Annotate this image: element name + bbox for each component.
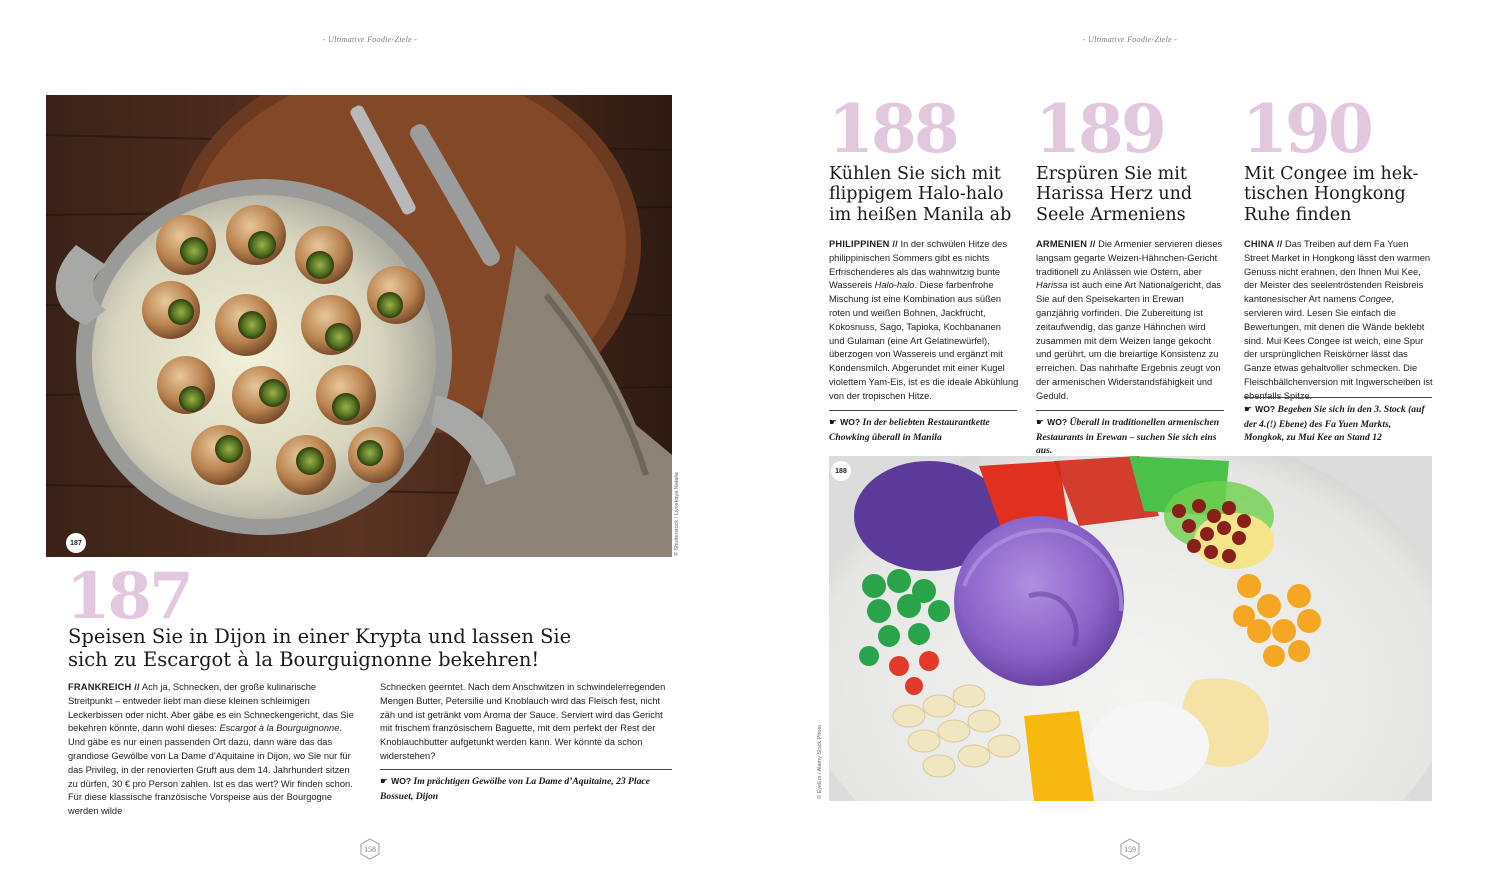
where-box: ☛ WO? In der beliebten Restaurantkette Chowking überall in Manila bbox=[829, 410, 1017, 444]
photo-number-badge: 188 bbox=[831, 461, 851, 481]
country-label: FRANKREICH // bbox=[68, 682, 140, 692]
page-number-left: 158 bbox=[359, 838, 381, 860]
entry-number: 189 bbox=[1035, 90, 1164, 168]
entry-number: 187 bbox=[66, 559, 191, 634]
photo-credit: © Shutterstock / Liyoskaya Natalia bbox=[674, 472, 680, 556]
country-label: ARMENIEN // bbox=[1036, 239, 1096, 249]
pointing-hand-icon: ☛ bbox=[380, 777, 389, 787]
entry-body: ARMENIEN // Die Armenier servieren dieses langsam gegarte Weizen-Hähnchen-Gericht traditionell zu Anlässen wie Ostern, aber Harissa ist auch eine Art Nationalgericht, das Sie auf den Speisekarten in Erewan ganzjährig vorfinden. Die Zubereitung ist zeitaufwendig, das ganze Hähnchen wird zusammen mit dem Weizen lange gekocht und gerührt, um die breiartige Konsistenz zu erreichen. Das nahrhafte Ergebnis zeugt von der armenischen Widerstandsfähigkeit und Geduld. bbox=[1036, 239, 1223, 401]
country-label: CHINA // bbox=[1244, 239, 1283, 249]
entry-number: 190 bbox=[1242, 90, 1371, 168]
entry-headline: Kühlen Sie sich mit flippigem Halo-halo im heißen Manila ab bbox=[829, 164, 1012, 225]
escargot-photo bbox=[46, 95, 672, 557]
entry-body: CHINA // Das Treiben auf dem Fa Yuen Street Market in Hongkong lässt den warmen Genuss nicht erahnen, den Ihnen Mui Kee, der Meister des seelentröstenden Reisbreis kantonesischer Art namens Congee, servieren wird. Lesen Sie einfach die Bewertungen, mit denen die Wände beklebt sind. Mui Kees Congee ist weich, eine Spur der ursprünglichen Reiskörner lässt das Ganze etwas gehaltvoller schmecken. Die Fleischbällchenversion mit Ingwerscheiben ist ebenfalls Spitze. bbox=[1244, 239, 1433, 401]
entry-headline: Speisen Sie in Dijon in einer Krypta und lassen Sie sich zu Escargot à la Bourguignonne bekehren! bbox=[68, 625, 572, 671]
pointing-hand-icon: ☛ bbox=[829, 418, 838, 428]
entry-body-col1: FRANKREICH // Ach ja, Schnecken, der große kulinarische Streitpunkt – entweder liebt man diese kleinen schleimigen Leckerbissen oder nicht. Aber gäbe es ein Schneckengericht, das Sie bekehren könnte, dann wohl dieses: Escargot à la Bourguignonne. Und gäbe es nur einen passenden Ort dazu, dann wäre das das grandiose Gewölbe von La Dame d’Aquitaine in Dijon, wo Sie nur für das Privileg, in der renovierten Gruft aus dem 14. Jahrhundert sitzen zu dürfen, 30 € pro Person zahlen. Ist es das wert? Wir finden schon. Für diese klassische französische Vorspeise aus der Bourgogne werden wilde bbox=[68, 682, 354, 817]
pointing-hand-icon: ☛ bbox=[1036, 418, 1045, 428]
where-box: ☛ WO? Im prächtigen Gewölbe von La Dame d’Aquitaine, 23 Place Bossuet, Dijon bbox=[380, 769, 672, 803]
page-number-right: 159 bbox=[1119, 838, 1141, 860]
pointing-hand-icon: ☛ bbox=[1244, 405, 1253, 415]
entry-body: PHILIPPINEN // In der schwülen Hitze des philippinischen Sommers gibt es nichts Erfrischenderes als das wahnwitzig bunte Wassereis Halo-halo. Diese farbenfrohe Mischung ist eine Kombination aus süßen roten und weißen Bohnen, Jackfrucht, Kokosnuss, Sago, Tapioka, Kochbananen und Gulaman (eine Art Gelatinewürfel), überzogen von Wassereis und ergänzt mit Kondensmilch. Abgerundet mit einer Kugel violettem Yam-Eis, ist es die ideale Abkühlung von der tropischen Hitze. bbox=[829, 239, 1019, 401]
running-head-right: - Ultimative Foodie-Ziele - bbox=[1082, 35, 1178, 44]
where-box: ☛ WO? Überall in traditionellen armenischen Restaurants in Erewan – suchen Sie sich eins aus. bbox=[1036, 410, 1224, 458]
running-head-left: - Ultimative Foodie-Ziele - bbox=[322, 35, 418, 44]
entry-headline: Erspüren Sie mit Harissa Herz und Seele Armeniens bbox=[1036, 164, 1193, 225]
entry-number: 188 bbox=[828, 90, 957, 168]
entry-body-col2: Schnecken geerntet. Nach dem Anschwitzen in schwindelerregenden Mengen Butter, Petersilie und Knoblauch wird das Fleisch fest, nicht zäh und ist getränkt vom Aroma der Sauce. Serviert wird das Gericht mit frischem französischem Baguette, mit dem perfekt der Rest der Knoblauchbutter aufgetunkt werden kann. Wer könnte da schon widerstehen? bbox=[380, 682, 666, 761]
photo-number-badge: 187 bbox=[66, 533, 86, 553]
halo-halo-photo bbox=[829, 456, 1432, 801]
country-label: PHILIPPINEN // bbox=[829, 239, 898, 249]
entry-headline: Mit Congee im hek- tischen Hongkong Ruhe finden bbox=[1244, 164, 1419, 225]
where-box: ☛ WO? Begeben Sie sich in den 3. Stock (auf der 4.(!) Ebene) des Fa Yuen Markts, Mongkok, zu Mui Kee an Stand 12 bbox=[1244, 397, 1432, 445]
photo-credit: © EyeEm / Alamy Stock Photo bbox=[817, 724, 823, 799]
